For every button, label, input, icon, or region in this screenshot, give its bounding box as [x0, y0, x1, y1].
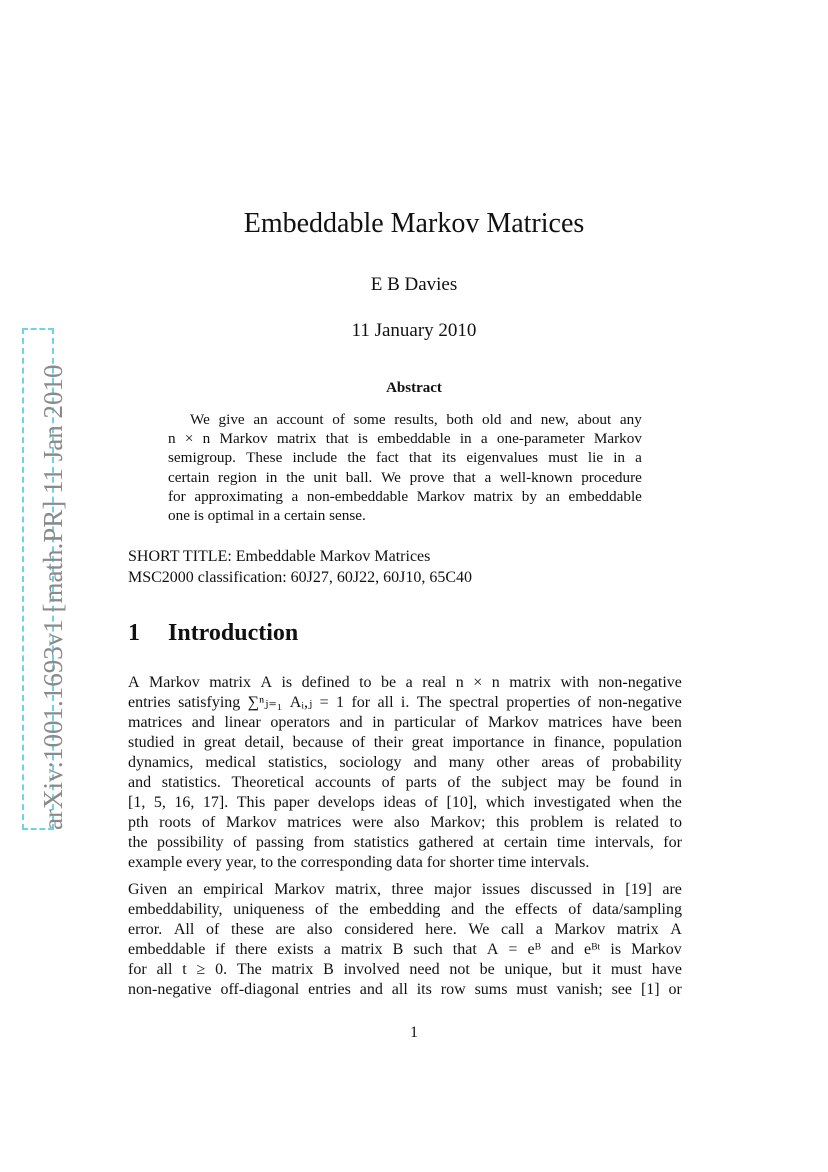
- word: time: [556, 834, 586, 851]
- word: n: [491, 674, 500, 691]
- word: that: [452, 941, 477, 958]
- word: be: [381, 674, 397, 691]
- word: a: [480, 430, 488, 448]
- word: three: [391, 881, 424, 898]
- word: call: [500, 921, 525, 938]
- word: involved: [343, 961, 400, 978]
- word: vanish;: [556, 981, 603, 998]
- word: intervals,: [594, 834, 654, 851]
- word: unit: [313, 468, 338, 486]
- abstract-line: [168, 468, 642, 487]
- word: be: [595, 774, 611, 791]
- date: 11 January 2010: [351, 320, 477, 341]
- word: A: [670, 921, 682, 938]
- word: [1]: [640, 981, 660, 998]
- word: ≥: [196, 961, 206, 978]
- word: parts: [405, 774, 437, 791]
- word: dynamics,: [128, 754, 194, 771]
- word: entries: [128, 694, 171, 711]
- word: of: [465, 714, 479, 731]
- front-matter: [128, 546, 472, 588]
- word: a: [635, 449, 642, 467]
- word: empirical: [203, 881, 264, 898]
- word: The: [236, 961, 262, 978]
- word: some: [353, 411, 386, 428]
- word: an: [545, 487, 560, 505]
- word: of: [424, 794, 438, 811]
- word: related: [615, 814, 659, 831]
- word: Theoretical: [231, 774, 305, 791]
- paragraph-line: [128, 753, 682, 773]
- word: in: [669, 774, 682, 791]
- word: defined: [301, 674, 350, 691]
- word: matrix: [509, 674, 551, 691]
- word: statistics,: [268, 754, 328, 771]
- word: non-embeddable: [306, 487, 409, 505]
- word: is: [610, 941, 622, 958]
- word: it: [592, 961, 602, 978]
- word: were: [352, 814, 384, 831]
- paragraph-line: [128, 980, 682, 1000]
- word: include: [292, 449, 338, 467]
- word: matrix: [276, 430, 317, 448]
- paragraph-line: [128, 940, 682, 960]
- paragraph-2: [128, 880, 682, 1000]
- word: from: [313, 834, 345, 851]
- word: the: [662, 794, 682, 811]
- word: in: [372, 714, 385, 731]
- word: one-parameter: [496, 430, 585, 448]
- word: matrices: [548, 714, 603, 731]
- word: in: [613, 449, 626, 467]
- word: old: [482, 411, 502, 428]
- abstract-line: [168, 410, 642, 429]
- word: are: [275, 921, 296, 938]
- word: embeddability,: [128, 901, 223, 918]
- section-title: Introduction: [168, 620, 299, 646]
- abstract-line: [168, 429, 642, 448]
- word: an: [253, 411, 268, 428]
- word: is: [281, 674, 293, 691]
- paragraph-line: [128, 713, 682, 733]
- abstract-line: [168, 448, 642, 467]
- word: be: [479, 961, 495, 978]
- word: major: [433, 881, 472, 898]
- word: particular: [394, 714, 456, 731]
- word: A: [260, 674, 272, 691]
- paper-title: Embeddable Markov Matrices: [243, 208, 585, 239]
- word: investigated: [533, 794, 611, 811]
- word: for: [663, 834, 682, 851]
- word: linear: [224, 714, 261, 731]
- paragraph-line: [128, 733, 682, 753]
- word: B: [392, 941, 404, 958]
- word: [1,: [128, 794, 146, 811]
- word: account: [276, 411, 324, 428]
- word: issues: [481, 881, 520, 898]
- word: Markov: [225, 814, 277, 831]
- word: its: [441, 449, 457, 467]
- word: in: [459, 430, 472, 448]
- paragraph-line: [128, 813, 682, 833]
- word: the: [484, 901, 505, 918]
- word: found: [621, 774, 659, 791]
- word: great: [203, 734, 236, 751]
- word: All: [173, 921, 195, 938]
- word: n: [202, 430, 211, 448]
- word: matrix,: [335, 881, 381, 898]
- word: certain: [168, 468, 210, 486]
- word: Markov: [554, 921, 606, 938]
- word: entries: [308, 981, 351, 998]
- abstract-line: [168, 487, 642, 506]
- word: roots: [159, 814, 192, 831]
- word: ball.: [345, 468, 373, 486]
- word: Aᵢ,ⱼ: [289, 694, 313, 711]
- word: the: [471, 774, 491, 791]
- word: discussed: [530, 881, 592, 898]
- word: in: [602, 881, 615, 898]
- word: any: [619, 411, 642, 428]
- word: The: [416, 694, 442, 711]
- word: been: [651, 714, 682, 731]
- word: finance,: [553, 734, 605, 751]
- word: must: [610, 961, 642, 978]
- word: A: [486, 941, 499, 958]
- word: not: [449, 961, 470, 978]
- word: probability: [611, 754, 682, 771]
- word: region: [218, 468, 257, 486]
- word: A: [128, 674, 140, 691]
- word: embedding: [369, 901, 441, 918]
- page-number: 1: [410, 1024, 418, 1041]
- word: [19]: [625, 881, 652, 898]
- word: [10],: [446, 794, 478, 811]
- word: well-known: [499, 468, 573, 486]
- word: i.: [400, 694, 410, 711]
- word: We: [190, 411, 210, 428]
- word: approximating: [194, 487, 283, 505]
- word: the: [286, 468, 305, 486]
- word: of: [586, 754, 600, 771]
- word: operators: [270, 714, 330, 731]
- word: all: [156, 961, 173, 978]
- word: properties: [506, 694, 571, 711]
- word: satisfying: [178, 694, 241, 711]
- word: in: [532, 734, 546, 751]
- section-heading: [128, 620, 298, 647]
- word: is: [357, 430, 368, 448]
- paragraph-line: example every year, to the corresponding data for shorter time intervals.: [128, 854, 590, 871]
- paragraph-line: [128, 673, 682, 693]
- paragraph-line: [128, 880, 682, 900]
- word: if: [215, 941, 226, 958]
- word: n: [455, 674, 464, 691]
- paragraph-line: [128, 920, 682, 940]
- word: give: [218, 411, 245, 428]
- word: a: [405, 674, 413, 691]
- word: these: [231, 921, 264, 938]
- word: because: [292, 734, 344, 751]
- word: and: [451, 901, 475, 918]
- word: problem: [529, 814, 584, 831]
- word: and: [359, 981, 383, 998]
- word: is: [593, 814, 605, 831]
- word: that: [325, 430, 349, 448]
- word: eᴮᵗ: [584, 941, 601, 958]
- paragraph-1: [128, 673, 682, 873]
- word: of: [447, 774, 461, 791]
- word: matrix: [209, 674, 251, 691]
- paragraph-line: [128, 693, 682, 713]
- word: statistics: [353, 834, 409, 851]
- abstract-heading: Abstract: [386, 380, 442, 396]
- word: data/sampling: [592, 901, 682, 918]
- word: here.: [425, 921, 457, 938]
- word: ×: [184, 430, 194, 448]
- word: are: [662, 881, 682, 898]
- word: embeddable: [128, 941, 206, 958]
- word: subject: [501, 774, 547, 791]
- word: results,: [394, 411, 438, 428]
- word: error.: [128, 921, 163, 938]
- word: the: [347, 449, 366, 467]
- word: great: [411, 734, 444, 751]
- word: Given: [128, 881, 168, 898]
- word: to: [669, 814, 682, 831]
- paragraph-line: [128, 833, 682, 853]
- msc-classification: MSC2000 classification: 60J27, 60J22, 60J10, 65C40: [128, 569, 473, 586]
- word: that: [452, 468, 476, 486]
- word: medical: [205, 754, 257, 771]
- word: t: [182, 961, 187, 978]
- word: develops: [317, 794, 375, 811]
- word: =: [508, 941, 518, 958]
- word: for: [128, 961, 147, 978]
- word: and: [128, 774, 152, 791]
- word: of: [201, 814, 216, 831]
- word: at: [482, 834, 495, 851]
- word: accounts: [315, 774, 372, 791]
- word: pth: [128, 814, 149, 831]
- word: This: [236, 794, 266, 811]
- word: B: [323, 961, 334, 978]
- word: matrices: [287, 814, 342, 831]
- arxiv-stamp: [22, 328, 68, 830]
- word: eigenvalues: [466, 449, 539, 467]
- word: with: [560, 674, 589, 691]
- word: the: [339, 901, 359, 918]
- word: the: [128, 834, 148, 851]
- word: ideas: [383, 794, 417, 811]
- word: 1: [336, 694, 345, 711]
- word: an: [177, 881, 193, 898]
- word: which: [485, 794, 525, 811]
- word: procedure: [581, 468, 642, 486]
- word: a: [291, 487, 299, 505]
- word: population: [613, 734, 682, 751]
- word: We: [468, 921, 490, 938]
- word: statistics.: [161, 774, 221, 791]
- abstract-line: one is optimal in a certain sense.: [168, 506, 366, 524]
- word: ×: [473, 674, 483, 691]
- word: all: [391, 981, 408, 998]
- word: or: [668, 981, 682, 998]
- word: see: [611, 981, 633, 998]
- word: but: [561, 961, 583, 978]
- paragraph-line: [128, 960, 682, 980]
- word: and: [191, 714, 215, 731]
- word: 17].: [202, 794, 229, 811]
- word: and: [550, 941, 574, 958]
- word: matrix: [340, 941, 383, 958]
- word: many: [448, 754, 485, 771]
- word: matrix: [616, 921, 659, 938]
- word: this: [496, 814, 520, 831]
- word: sums: [474, 981, 508, 998]
- word: detail,: [244, 734, 284, 751]
- word: passing: [255, 834, 304, 851]
- word: non-negative: [598, 694, 682, 711]
- word: of: [568, 901, 582, 918]
- word: matrix: [473, 487, 514, 505]
- word: new,: [540, 411, 569, 428]
- word: Markov;: [430, 814, 486, 831]
- short-title: SHORT TITLE: Embeddable Markov Matrices: [128, 548, 431, 565]
- word: to: [359, 674, 372, 691]
- word: We: [381, 468, 401, 486]
- word: fact: [376, 449, 399, 467]
- word: by: [521, 487, 537, 505]
- word: row: [440, 981, 466, 998]
- word: have: [611, 714, 643, 731]
- word: of: [233, 834, 247, 851]
- word: in: [265, 468, 278, 486]
- word: that: [408, 449, 432, 467]
- word: =: [319, 694, 329, 711]
- word: These: [246, 449, 283, 467]
- word: need: [409, 961, 440, 978]
- word: of: [381, 774, 395, 791]
- word: of: [315, 901, 329, 918]
- word: exists: [277, 941, 314, 958]
- arxiv-stamp-text: arXiv:1001.1693v1 [math.PR] 11 Jan 2010: [38, 364, 68, 830]
- word: their: [373, 734, 404, 751]
- word: Markov: [274, 881, 325, 898]
- word: a: [535, 921, 543, 938]
- word: 0.: [215, 961, 228, 978]
- word: real: [422, 674, 447, 691]
- word: in: [182, 734, 196, 751]
- word: 16,: [174, 794, 195, 811]
- word: embeddable: [568, 487, 642, 505]
- word: areas: [541, 754, 575, 771]
- word: its: [416, 981, 432, 998]
- word: a: [484, 468, 492, 486]
- word: non-negative: [598, 674, 682, 691]
- word: of: [332, 411, 345, 428]
- word: uniqueness: [233, 901, 305, 918]
- word: 5,: [153, 794, 166, 811]
- word: there: [235, 941, 268, 958]
- word: also: [306, 921, 333, 938]
- word: may: [557, 774, 586, 791]
- word: Markov: [219, 430, 268, 448]
- word: such: [413, 941, 443, 958]
- word: a: [323, 941, 331, 958]
- word: prove: [409, 468, 445, 486]
- word: off-diagonal: [220, 981, 300, 998]
- word: Markov: [149, 674, 200, 691]
- word: Markov: [593, 430, 642, 448]
- word: importance: [452, 734, 525, 751]
- word: about: [577, 411, 612, 428]
- word: both: [446, 411, 474, 428]
- word: all: [377, 694, 394, 711]
- word: possibility: [156, 834, 224, 851]
- word: have: [651, 961, 682, 978]
- word: and: [413, 754, 437, 771]
- word: effects: [515, 901, 558, 918]
- word: non-negative: [128, 981, 212, 998]
- word: matrix: [271, 961, 314, 978]
- word: spectral: [449, 694, 499, 711]
- word: unique,: [504, 961, 553, 978]
- word: eᴮ: [527, 941, 541, 958]
- word: n: [168, 430, 176, 448]
- word: must: [516, 981, 548, 998]
- word: other: [496, 754, 530, 771]
- word: of: [206, 921, 220, 938]
- word: and: [510, 411, 533, 428]
- word: studied: [128, 734, 175, 751]
- word: for: [168, 487, 186, 505]
- author: E B Davies: [370, 274, 458, 295]
- word: lie: [587, 449, 604, 467]
- word: ∑ⁿⱼ₌₁: [247, 694, 283, 711]
- word: matrices: [128, 714, 183, 731]
- word: when: [619, 794, 654, 811]
- word: of: [577, 694, 591, 711]
- word: sociology: [339, 754, 402, 771]
- word: must: [548, 449, 578, 467]
- section-number: 1: [128, 620, 140, 646]
- word: semigroup.: [168, 449, 236, 467]
- word: Markov: [631, 941, 682, 958]
- word: for: [351, 694, 371, 711]
- paragraph-line: [128, 900, 682, 920]
- word: certain: [503, 834, 548, 851]
- word: Markov: [416, 487, 465, 505]
- paragraph-line: [128, 773, 682, 793]
- word: and: [339, 714, 363, 731]
- word: paper: [273, 794, 310, 811]
- word: Markov: [487, 714, 539, 731]
- word: also: [393, 814, 420, 831]
- word: considered: [344, 921, 414, 938]
- word: embeddable: [377, 430, 451, 448]
- word: of: [351, 734, 366, 751]
- abstract: [168, 410, 642, 525]
- word: gathered: [418, 834, 474, 851]
- paragraph-line: [128, 793, 682, 813]
